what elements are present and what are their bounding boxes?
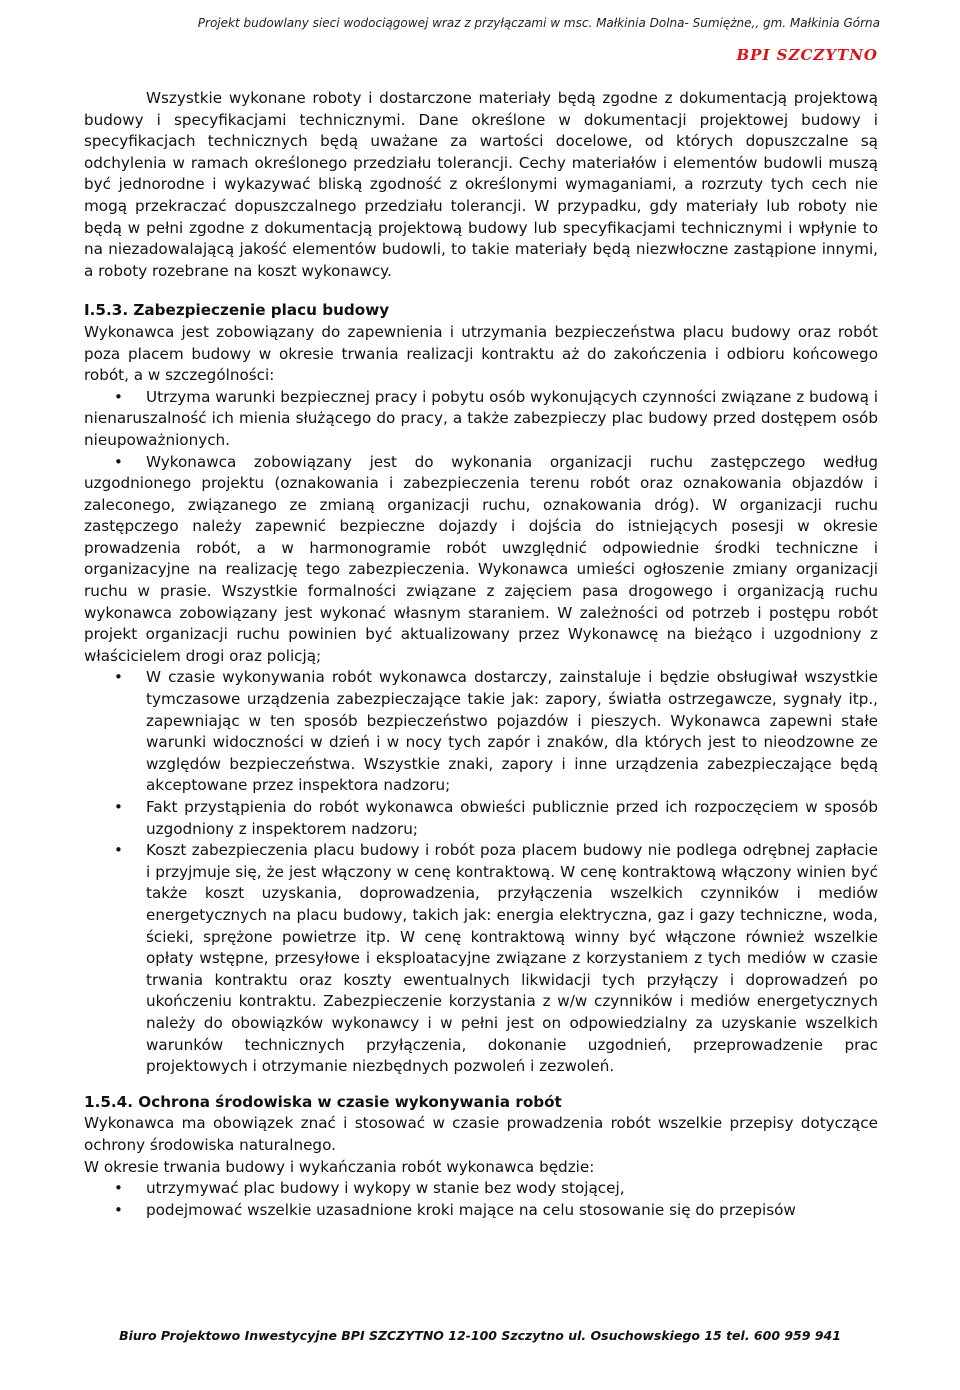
section-heading-site-security: I.5.3. Zabezpieczenie placu budowy — [84, 301, 390, 320]
environment-list — [84, 1178, 878, 1221]
list-item: • podejmować wszelkie uzasadnione kroki mające na celu stosowanie się do przepisów — [146, 1200, 878, 1222]
site-security-list — [84, 387, 878, 668]
list-item: • Wykonawca zobowiązany jest do wykonania organizacji ruchu zastępczego według uzgodnionego projektu (oznakowania i zabezpieczenia terenu robót oraz oznakowania objazdów i zaleconego, związanego ze zmianą organizacji ruchu, oznakowania dróg). W organizacji ruchu zastępczego należy zapewnić bezpieczne dojazdy i dojścia do istniejących posesji w okresie prowadzenia robót, a w harmonogramie robót uwzględnić odpowiednie środki techniczne i organizacyjne na realizację tego zabezpieczenia. Wykonawca umieści ogłoszenie zmiany organizacji ruchu w prasie. Wszystkie formalności związane z zajęciem pasa drogowego i organizacją ruchu wykonawca zobowiązany jest wykonać własnym staraniem. W zależności od potrzeb i postępu robót projekt organizacji ruchu powinien być aktualizowany przez Wykonawcę na bieżąco i uzgodniony z właścicielem drogi oraz policją; — [84, 452, 878, 668]
header-project-title: Projekt budowlany sieci wodociągowej wraz z przyłączami w msc. Małkinia Dolna- Sumiężne,, gm. Małkinia Górna — [197, 16, 880, 30]
spacer — [84, 1078, 878, 1092]
site-security-sublist — [84, 667, 878, 1077]
spacer — [84, 282, 878, 300]
section-heading-environment: 1.5.4. Ochrona środowiska w czasie wykonywania robót — [84, 1092, 562, 1111]
section-intro-site-security: Wykonawca jest zobowiązany do zapewnienia i utrzymania bezpieczeństwa placu budowy oraz robót poza placem budowy w okresie trwania realizacji kontraktu aż do zakończenia i odbioru końcowego robót, a w szczególności: — [84, 322, 878, 385]
page-footer: Biuro Projektowo Inwestycyjne BPI SZCZYTNO 12-100 Szczytno ul. Osuchowskiego 15 tel. 600 959 941 — [119, 1328, 841, 1343]
list-item: • Koszt zabezpieczenia placu budowy i robót poza placem budowy nie podlega odrębnej zapłacie i przyjmuje się, że jest włączony w cenę kontraktową. W cenę kontraktową włączony winien być także koszt uzyskania, doprowadzenia, przyłączenia wszelkich czynników i mediów energetycznych na placu budowy, takich jak: energia elektryczna, gaz i gazy techniczne, woda, ścieki, sprężone powietrze itp. W cenę kontraktową winny być włączone również wszelkie opłaty wstępne, przesyłowe i eksploatacyjne związane z korzystaniem z tych mediów w czasie trwania kontraktu oraz koszty ewentualnych likwidacji tych przyłączy i doprowadzeń po ukończeniu kontraktu. Zabezpieczenie korzystania z w/w czynników i mediów energetycznych należy do obowiązków wykonawcy i w pełni jest on odpowiedzialny za uzyskanie wszelkich warunków technicznych przyłączenia, dokonanie uzgodnień, przeprowadzenie prac projektowych i otrzymanie niezbędnych pozwoleń i zezwoleń. — [146, 840, 878, 1078]
intro-paragraph: Wszystkie wykonane roboty i dostarczone materiały będą zgodne z dokumentacją projektową budowy i specyfikacjami technicznymi. Dane określone w dokumentacji projektowej budowy i specyfikacjach technicznych będą uważane za wartości docelowe, od których dopuszczalne są odchylenia w ramach określonego przedziału tolerancji. Cechy materiałów i elementów budowli muszą być jednorodne i wykazywać bliską zgodność z określonymi wymaganiami, a rozrzuty tych cech nie mogą przekraczać dopuszczalnego przedziału tolerancji. W przypadku, gdy materiały lub roboty nie będą w pełni zgodne z dokumentacją projektową budowy lub specyfikacjami technicznymi i wpłynie to na niezadowalającą jakość elementów budowli, to takie materiały będą niezwłoczne zastąpione innymi, a roboty rozebrane na koszt wykonawcy. — [84, 89, 878, 280]
section-lead-environment: W okresie trwania budowy i wykańczania robót wykonawca będzie: — [84, 1157, 595, 1176]
list-item: • Fakt przystąpienia do robót wykonawca obwieści publicznie przed ich rozpoczęciem w sposób uzgodniony z inspektorem nadzoru; — [146, 797, 878, 840]
list-item: • Utrzyma warunki bezpiecznej pracy i pobytu osób wykonujących czynności związane z budową i nienaruszalność ich mienia służącego do pracy, a także zabezpieczy plac budowy przed dostępem osób nieupoważnionych. — [84, 387, 878, 452]
header-brand-logo: BPI SZCZYTNO — [736, 46, 878, 64]
document-body — [84, 88, 878, 1221]
list-item: • W czasie wykonywania robót wykonawca dostarczy, zainstaluje i będzie obsługiwał wszystkie tymczasowe urządzenia zabezpieczające takie jak: zapory, światła ostrzegawcze, sygnały itp., zapewniając w ten sposób bezpieczeństwo pojazdów i pieszych. Wykonawca zapewni stałe warunki widoczności w dzień i w nocy tych zapór i znaków, dla których jest to nieodzowne ze względów bezpieczeństwa. Wszystkie znaki, zapory i inne urządzenia zabezpieczające będą akceptowane przez inspektora nadzoru; — [146, 667, 878, 797]
section-intro-environment: Wykonawca ma obowiązek znać i stosować w czasie prowadzenia robót wszelkie przepisy dotyczące ochrony środowiska naturalnego. — [84, 1114, 878, 1154]
list-item: • utrzymywać plac budowy i wykopy w stanie bez wody stojącej, — [146, 1178, 878, 1200]
